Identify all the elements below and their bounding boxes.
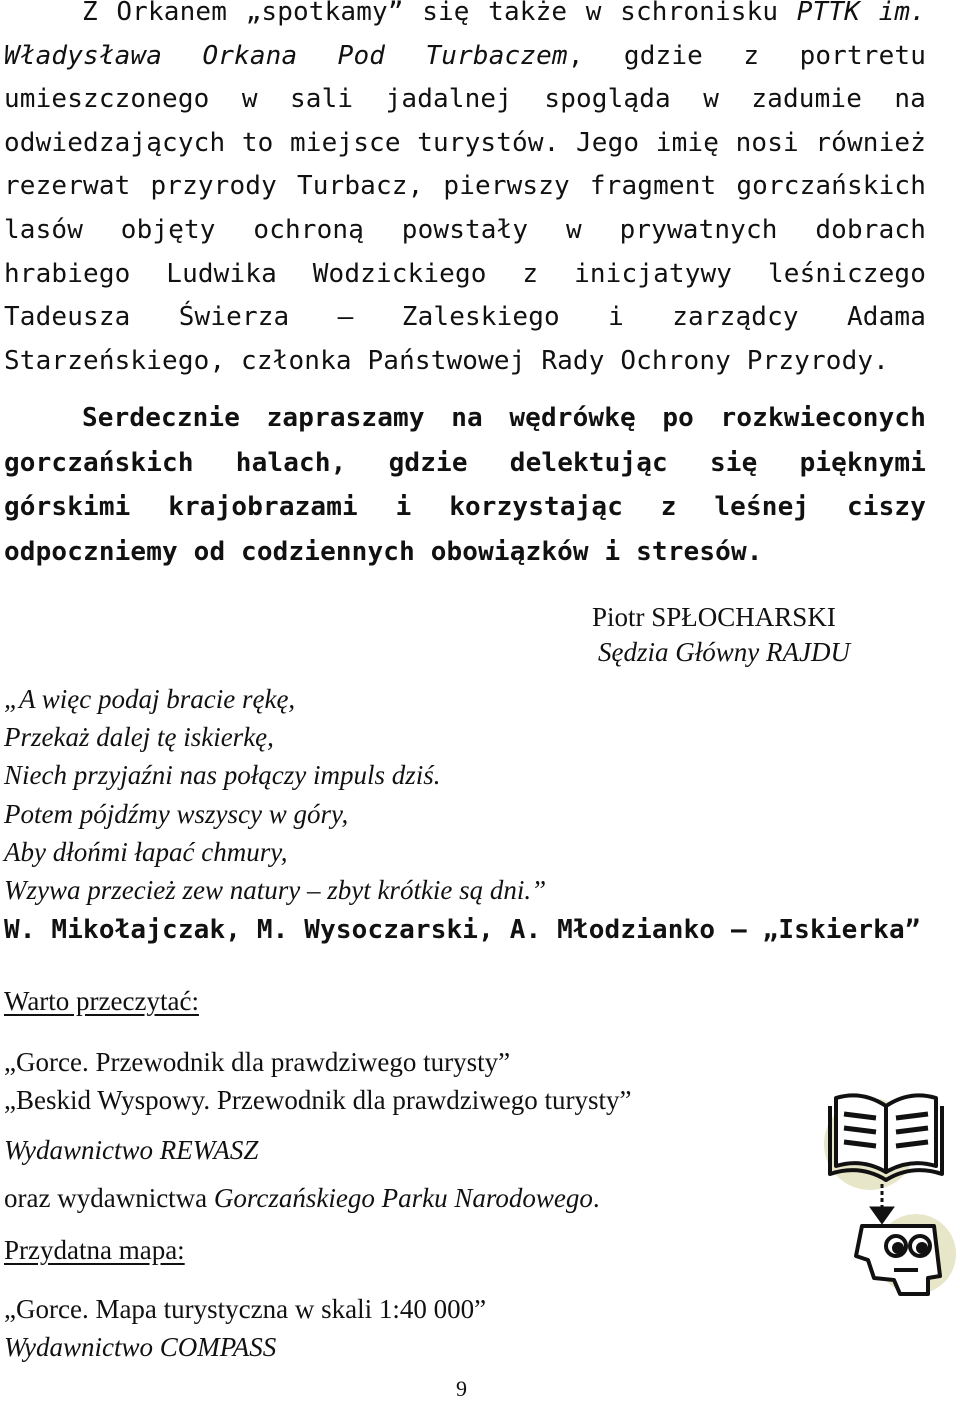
- map-heading: Przydatna mapa:: [4, 1235, 185, 1265]
- reading-heading: Warto przeczytać:: [4, 986, 199, 1016]
- signature-role: Sędzia Główny RAJDU: [598, 637, 850, 667]
- book-to-reader-icon: [822, 1084, 956, 1298]
- map-publisher: Wydawnictwo COMPASS: [4, 1332, 277, 1362]
- page-number: 9: [456, 1376, 467, 1401]
- map-title: „Gorce. Mapa turystyczna w skali 1:40 000”: [4, 1294, 487, 1324]
- also-gpn-line: [4, 1181, 600, 1215]
- book-beskid: „Beskid Wyspowy. Przewodnik dla prawdziwego turysty”: [4, 1085, 632, 1115]
- intro-text-2: , gdzie z portretu umieszczonego w sali jadalnej spogląda w zadumie na odwiedzających to miejsce turystów. Jego imię nosi również rezerwat przyrody Turbacz, pierwszy fragment gorczańskich lasów objęty ochroną powstały w prywatnych dobrach hrabiego Ludwika Wodzickiego z inicjatywy leśniczego Tadeusza Świerza – Zaleskiego i zarządcy Adama Starzeńskiego, członka Państwowej Rady Ochrony Przyrody.: [4, 40, 926, 376]
- poem-line: „A więc podaj bracie rękę,: [4, 684, 296, 714]
- intro-text-1: Z Orkanem „spotkamy” się także w schronisku: [82, 0, 797, 27]
- poem-line: Wzywa przecież zew natury – zbyt krótkie są dni.”: [4, 875, 547, 906]
- book-gorce: „Gorce. Przewodnik dla prawdziwego turysty”: [4, 1047, 511, 1077]
- intro-paragraph: [4, 0, 926, 383]
- poem-quote: [4, 680, 546, 909]
- invitation-paragraph: [4, 396, 926, 574]
- poem-line: Potem pójdźmy wszyscy w góry,: [4, 798, 349, 829]
- also-gpn: Gorczańskiego Parku Narodowego: [213, 1183, 593, 1213]
- signature-name: Piotr SPŁOCHARSKI: [592, 602, 836, 632]
- also-prefix: oraz wydawnictwa: [4, 1183, 214, 1213]
- intro-italic-shelter: PTTK im. Władysława Orkana Pod Turbaczem: [4, 0, 926, 71]
- poem-credit: W. Mikołajczak, M. Wysoczarski, A. Młodzianko – „Iskierka”: [4, 915, 921, 945]
- reader-face-icon: [856, 1226, 940, 1294]
- also-suffix: .: [592, 1183, 600, 1213]
- poem-line: Przekaż dalej tę iskierkę,: [4, 722, 274, 753]
- publisher-rewasz: Wydawnictwo REWASZ: [4, 1135, 259, 1165]
- poem-line: Aby dłońmi łapać chmury,: [4, 836, 288, 867]
- invitation-text: Serdecznie zapraszamy na wędrówkę po rozkwieconych gorczańskich halach, gdzie delektując się pięknymi górskimi krajobrazami i korzystając z leśnej ciszy odpoczniemy od codziennych obowiązków i stresów.: [4, 403, 926, 567]
- poem-line: Niech przyjaźni nas połączy impuls dziś.: [4, 760, 441, 791]
